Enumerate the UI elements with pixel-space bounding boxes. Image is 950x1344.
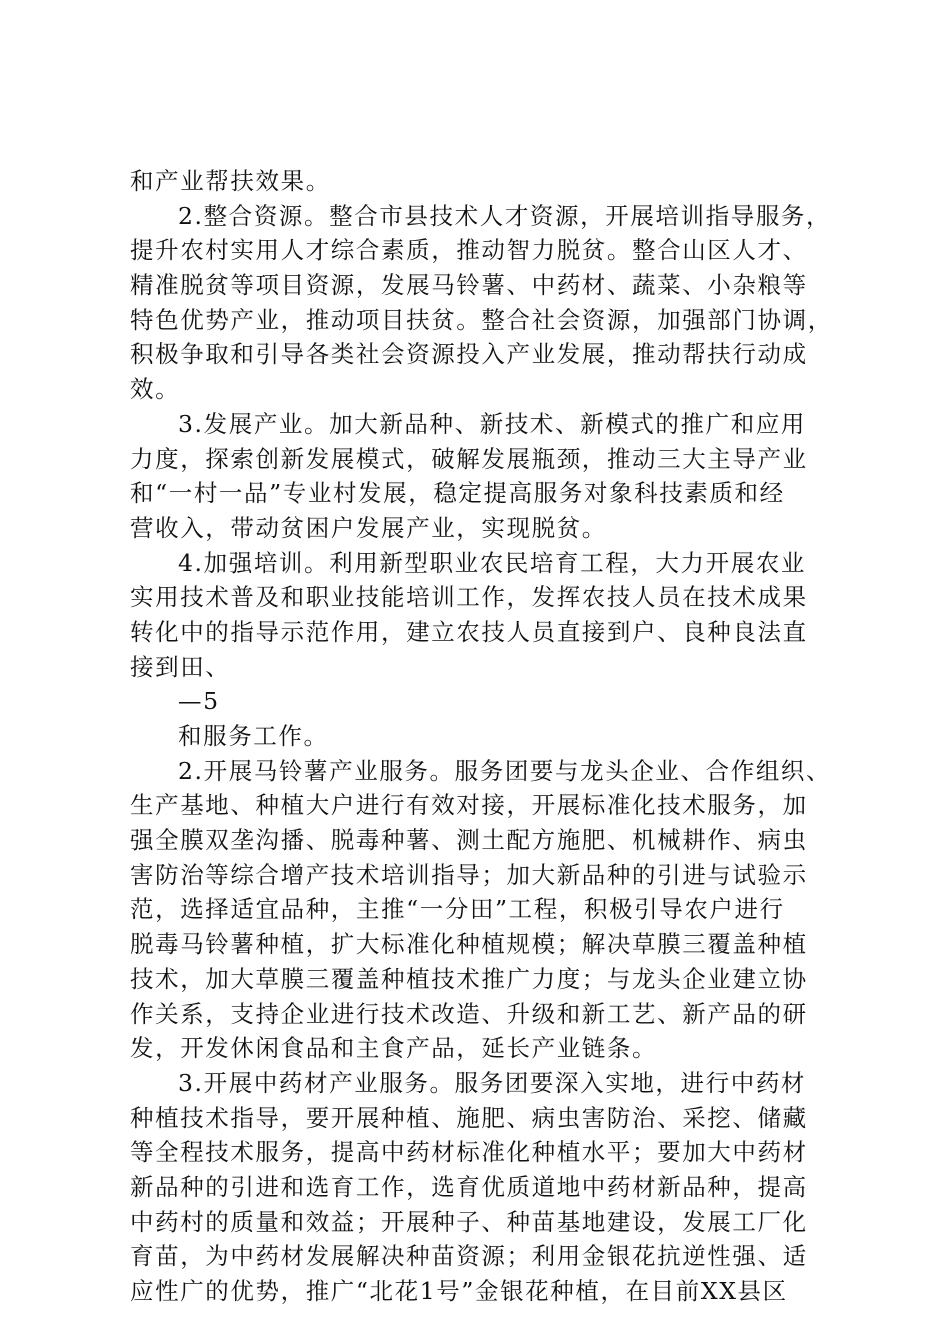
text-line: 实用技术普及和职业技能培训工作，发挥农技人员在技术成果 bbox=[130, 583, 808, 612]
text-line: 营收入，带动贫困户发展产业，实现脱贫。 bbox=[130, 513, 607, 542]
text-line: 积极争取和引导各类社会资源投入产业发展，推动帮扶行动成 bbox=[130, 340, 808, 369]
text-line: 力度，探索创新发展模式，破解发展瓶颈，推动三大主导产业 bbox=[130, 444, 808, 473]
text-line: 应性广的优势，推广“北花1号”金银花种植，在目前XX县区 bbox=[130, 1277, 788, 1305]
document-body-text bbox=[130, 164, 842, 1309]
text-line: 作关系，支持企业进行技术改造、升级和新工艺、新产品的研 bbox=[130, 999, 808, 1028]
text-line: 3.发展产业。加大新品种、新技术、新模式的推广和应用 bbox=[178, 409, 807, 438]
text-line: 新品种的引进和选育工作，选育优质道地中药材新品种，提高 bbox=[130, 1172, 808, 1201]
text-line: 种植技术指导，要开展种植、施肥、病虫害防治、采挖、储藏 bbox=[130, 1103, 808, 1132]
text-line: —5 bbox=[178, 687, 220, 716]
text-line: 2.整合资源。整合市县技术人才资源，开展培训指导服务， bbox=[178, 201, 832, 230]
text-line: 范，选择适宜品种，主推“一分田”工程，积极引导农户进行 bbox=[130, 895, 785, 924]
text-line: 效。 bbox=[130, 375, 181, 404]
text-line: 发，开发休闲食品和主食产品，延长产业链条。 bbox=[130, 1034, 658, 1063]
text-line: 2.开展马铃薯产业服务。服务团要与龙头企业、合作组织、 bbox=[178, 756, 832, 785]
text-line: 脱毒马铃薯种植，扩大标准化种植规模；解决草膜三覆盖种植 bbox=[130, 930, 808, 959]
text-line: 和服务工作。 bbox=[178, 722, 329, 750]
text-line: 4.加强培训。利用新型职业农民培育工程，大力开展农业 bbox=[178, 548, 807, 577]
text-line: 害防治等综合增产技术培训指导；加大新品种的引进与试验示 bbox=[130, 860, 808, 889]
text-line: 提升农村实用人才综合素质，推动智力脱贫。整合山区人才、 bbox=[130, 236, 808, 265]
text-line: 精准脱贫等项目资源，发展马铃薯、中药材、蔬菜、小杂粮等 bbox=[130, 271, 808, 300]
text-line: 中药村的质量和效益；开展种子、种苗基地建设，发展工厂化 bbox=[130, 1207, 808, 1236]
text-line: 生产基地、种植大户进行有效对接，开展标准化技术服务，加 bbox=[130, 791, 808, 820]
text-line: 强全膜双垄沟播、脱毒种薯、测土配方施肥、机械耕作、病虫 bbox=[130, 826, 808, 855]
text-line: 等全程技术服务，提高中药材标准化种植水平；要加大中药材 bbox=[130, 1138, 808, 1167]
text-line: 接到田、 bbox=[130, 652, 231, 681]
text-line: 特色优势产业，推动项目扶贫。整合社会资源，加强部门协调， bbox=[130, 305, 833, 334]
text-line: 转化中的指导示范作用，建立农技人员直接到户、良种良法直 bbox=[130, 617, 808, 646]
text-line: 和“一村一品”专业村发展，稳定提高服务对象科技素质和经 bbox=[130, 479, 785, 508]
text-line: 技术，加大草膜三覆盖种植技术推广力度；与龙头企业建立协 bbox=[130, 964, 808, 993]
text-line: 育苗，为中药材发展解决种苗资源；利用金银花抗逆性强、适 bbox=[130, 1242, 808, 1271]
text-line: 和产业帮扶效果。 bbox=[130, 167, 331, 195]
text-line: 3.开展中药材产业服务。服务团要深入实地，进行中药材 bbox=[178, 1068, 807, 1097]
